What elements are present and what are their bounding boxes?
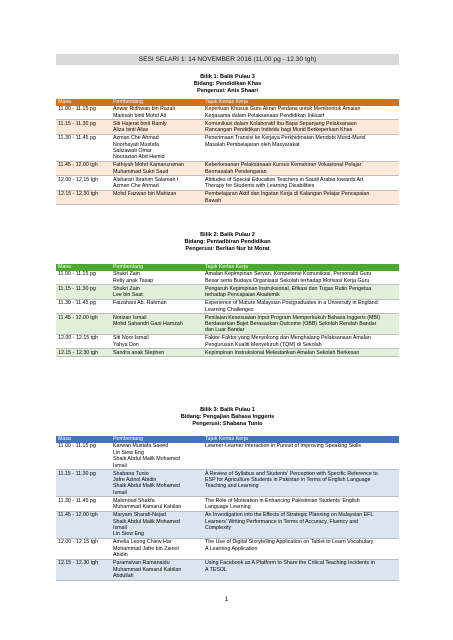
paper-title-line: ESP for Agriculture Students in Pakistan in Terms of English Language [205, 476, 371, 483]
paper-title-line: Experience of Mature Malaysian Postgraduates in a University in England: [205, 300, 380, 307]
presenter-cell [111, 106, 203, 120]
schedule-table-1 [56, 99, 399, 205]
presenter-name: Abdullah [113, 572, 134, 579]
presenter-cell [111, 176, 203, 190]
paper-title-line: Keperluan Khusus Guru Aliran Perdana untuk Membentuk Amalan [205, 106, 361, 113]
paper-title-cell [203, 511, 399, 538]
presenter-cell [111, 497, 203, 511]
presenter-name: Muhammad Sukri Saud [113, 168, 169, 175]
chair-name: Pengerusi: Berlian Nur bt Morat [185, 246, 270, 252]
paper-title-cell [203, 190, 399, 204]
presenter-name: Lin Siew Eng [113, 449, 144, 456]
paper-title-cell [203, 559, 399, 580]
time-cell: 11.45 - 12.00 tgh [56, 162, 111, 176]
paper-title-line: Teaching and Learning [205, 483, 259, 490]
presenter-name: Sandra anak Stephen [113, 349, 165, 356]
paper-title-line: Pengurusan Kualiti Menyeluruh (TQM) di Sekolah [205, 341, 322, 348]
presenter-name: Abidin [113, 552, 128, 559]
time-cell: 11.30 - 11.45 pg [56, 134, 111, 161]
time-cell: 12.15 - 12.30 tgh [56, 190, 111, 204]
room-name: Bilik 2: Balik Pulau 2 [200, 232, 255, 238]
time-cell: 12.15 - 12.30 tgh [56, 559, 111, 580]
paper-title-cell [203, 335, 399, 349]
paper-title-line: Berdasarkan Bajet Berasaskan Outcome (OBB) Sekolah Rendah Bandar [205, 320, 377, 327]
table-row [56, 162, 399, 176]
presenter-name: Noorazian Abd Hamid [113, 154, 165, 161]
paper-title-cell [203, 134, 399, 161]
table-row [56, 335, 399, 349]
table-row [56, 497, 399, 511]
paper-title-line: Komunikasi dalam Kolaboratif Ibu Bapa Sepanjang Pelaksanaan [205, 120, 357, 127]
paper-title-line: Learner-Learner Interaction in Pursuit of Improving Speaking Skills [205, 443, 362, 450]
table-row [56, 285, 399, 299]
presenter-name: Salizawati Omar [113, 147, 152, 154]
chair-name: Pengerusi: Shabana Tunio [192, 421, 263, 427]
schedule-table-2 [56, 264, 399, 357]
presenter-name: Paramsivan Ramanaidu [113, 560, 170, 567]
table-row [56, 511, 399, 538]
column-header-presenter: Pembentang [111, 264, 203, 271]
paper-title-line: terhadap Pencapaian Akademik [205, 292, 280, 299]
presenter-cell [111, 539, 203, 560]
time-cell: 11.15 - 11.30 pg [56, 285, 111, 299]
presenter-name: Reliy anak Tasap [113, 277, 154, 284]
paper-title-line: Complexity [205, 524, 232, 531]
paper-title-line: A TESOL [205, 566, 227, 573]
paper-title-line: An Investigation into the Effects of Strategic Planning on Malaysian EFL [205, 512, 374, 519]
time-cell: 11.45 - 12.00 tgh [56, 314, 111, 335]
paper-title-line: Learning Challenges [205, 306, 254, 313]
presenter-name: Muhammad Kamarul Kabilan [113, 566, 182, 573]
table-row [56, 271, 399, 285]
presenter-name: Yahya Don [113, 341, 139, 348]
paper-title-cell [203, 120, 399, 134]
presenter-name: Shaik Abdul Malik Mohamed [113, 518, 180, 525]
table-row [56, 120, 399, 134]
paper-title-line: Pembelajaran Aktif dan Ingatan Kerja di Kalangan Pelajar Pencapaian [205, 191, 370, 198]
presenter-cell [111, 349, 203, 357]
presenter-name: Mahmoud Shakfa [113, 497, 155, 504]
presenter-name: Siti Hajerat binti Ramly [113, 120, 167, 127]
presenter-name: Norizan Ismail [113, 314, 147, 321]
schedule-table-3 [56, 436, 399, 581]
presenter-name: Azman Che Ahmad [113, 135, 159, 142]
table-row [56, 314, 399, 335]
paper-title-line: Pengaruh Kepimpinan Instruksional, Efikasi dan Tugas Rutin Pengetua [205, 285, 372, 292]
paper-title-line: Kepimpinan Instruksional Melestarikan Amalan Sekolah Berkesan [205, 349, 360, 356]
presenter-name: Shaik Abdul Malik Mohamed [113, 456, 180, 463]
time-cell: 12.15 - 12.30 tgh [56, 349, 111, 357]
column-header-time: Masa [56, 99, 111, 106]
section-2-heading [56, 232, 399, 253]
room-name: Bilik 1: Balik Pulau 3 [200, 74, 255, 80]
presenter-cell [111, 470, 203, 497]
table-row [56, 106, 399, 120]
time-cell: 11.30 - 11.45 pg [56, 299, 111, 313]
section-1-heading [56, 74, 399, 95]
time-cell: 11.15 - 11.30 pg [56, 120, 111, 134]
time-cell: 11.45 - 12.00 tgh [56, 511, 111, 538]
time-cell: 11.00 - 11.15 pg [56, 443, 111, 470]
page-number: 1 [224, 596, 229, 603]
paper-title-line: Masalah Pembelajaran oleh Masyarakat [205, 141, 300, 148]
column-header-title: Tajuk Kertas Kerja [203, 436, 399, 443]
column-header-presenter: Pembentang [111, 99, 203, 106]
field-name: Bidang: Pentadbiran Pendidikan [184, 239, 271, 245]
presenter-cell [111, 190, 203, 204]
table-row [56, 539, 399, 560]
presenter-name: Mohammad Jafre bin Zainol [113, 545, 179, 552]
paper-title-cell [203, 443, 399, 470]
presenter-cell [111, 314, 203, 335]
paper-title-cell [203, 314, 399, 335]
presenter-name: Lin Siew Eng [113, 531, 144, 538]
paper-title-line: The Use of Digital Storytelling Application on Tablet to Learn Vocabulary: [205, 539, 375, 546]
paper-title-cell [203, 497, 399, 511]
paper-title-line: Amalan Kepimpinan Servan, Kompetensi Komunikasi, Personaliti Guru [205, 271, 372, 278]
presenter-cell [111, 559, 203, 580]
presenter-cell [111, 271, 203, 285]
presenter-name: Ismail [113, 524, 127, 531]
paper-title-line: Rancangan Pendidikan Individu bagi Murid Berkeperluan Khas [205, 127, 353, 134]
time-cell: 12.00 - 12.15 tgh [56, 539, 111, 560]
presenter-cell [111, 443, 203, 470]
paper-title-cell [203, 271, 399, 285]
presenter-name: Anwar Ridhwan bin Razali [113, 106, 175, 113]
paper-title-cell [203, 539, 399, 560]
presenter-name: Maryam Sharafi-Nejad [113, 512, 166, 519]
paper-title-line: Attitudes of Special Education Teachers in Saudi Arabia towards Art [205, 176, 364, 183]
presenter-name: Shukri Zain [113, 285, 140, 292]
presenter-name: Muhammad Kamarul Kabilan [113, 504, 182, 511]
presenter-cell [111, 120, 203, 134]
presenter-name: Karwan Mustafa Saeed [113, 443, 169, 450]
presenter-name: Jafre Azinol Abidin [113, 476, 157, 483]
table-row [56, 299, 399, 313]
paper-title-line: Using Facebook as A Platform to Share the Critical Teaching Incidents in [205, 560, 375, 567]
time-cell: 11.00 - 11.15 pg [56, 106, 111, 120]
room-name: Bilik 3: Balik Pulau 1 [200, 407, 255, 413]
table-row [56, 190, 399, 204]
paper-title-line: Faktor-Faktor yang Menyokong dan Menghalang Pelaksanaan Amalan [205, 335, 371, 342]
paper-title-line: Kerjasama dalam Pelaksanaan Pendidikan Inklusif [205, 112, 324, 119]
paper-title-line: Bawah [205, 197, 222, 204]
presenter-name: Lee bin Saat [113, 292, 143, 299]
time-cell: 11.15 - 11.30 pg [56, 470, 111, 497]
presenter-name: Siti Noor Ismail [113, 335, 149, 342]
table-row [56, 470, 399, 497]
presenter-name: Fathiyah Mohd Kamaruzaman [113, 162, 184, 169]
presenter-name: Alsharari Ibrahim Salamah I [113, 176, 179, 183]
presenter-name: Manisah binti Mohd Ali [113, 112, 166, 119]
presenter-name: Aliza binti Alias [113, 127, 149, 134]
paper-title-line: Penilaian Kesesuaian Input Program Memperkukuh Bahasa Inggeris (MBI) [205, 314, 381, 321]
paper-title-line: Besar serta Budaya Organisasi Sekolah terhadap Motivasi Kerja Guru [205, 277, 370, 284]
paper-title-line: Therapy for Students with Learning Disabilities [205, 183, 315, 190]
presenter-name: Faizahani Ab. Rahman [113, 300, 167, 307]
session-banner: SESI SELARI 1: 14 NOVEMBER 2016 (11.00 pg - 12.30 tgh) [56, 54, 399, 65]
paper-title-cell [203, 470, 399, 497]
table-row [56, 176, 399, 190]
field-name: Bidang: Pengajian Bahasa Inggeris [180, 414, 275, 420]
presenter-name: Ismail [113, 462, 127, 469]
table-row [56, 559, 399, 580]
time-cell: 12.00 - 12.15 tgh [56, 176, 111, 190]
column-header-time: Masa [56, 436, 111, 443]
presenter-cell [111, 511, 203, 538]
paper-title-cell [203, 349, 399, 357]
time-cell: 11.00 - 11.15 pg [56, 271, 111, 285]
presenter-name: Noorhayati Mustafa [113, 141, 159, 148]
chair-name: Pengerusi: Anis Shaari [196, 88, 259, 94]
presenter-name: Ismail [113, 489, 127, 496]
presenter-name: Shukri Zain [113, 271, 140, 278]
paper-title-line: A Review of Syllabus and Students' Perception with Specific Reference to [205, 470, 378, 477]
paper-title-line: Bermasalah Pendengaran [205, 168, 267, 175]
table-row [56, 134, 399, 161]
column-header-presenter: Pembentang [111, 436, 203, 443]
column-header-time: Masa [56, 264, 111, 271]
presenter-name: Mohd Fazwan bin Mahizan [113, 191, 177, 198]
paper-title-line: Penerimaan Transisi ke Kerjaya Perkhidmatan Mendobi Murid-Murid [205, 135, 366, 142]
column-header-title: Tajuk Kertas Kerja [203, 99, 399, 106]
presenter-name: Azman Che Ahmad [113, 183, 159, 190]
presenter-name: Mohd Sahandri Gani Hamzah [113, 320, 183, 327]
table-row [56, 443, 399, 470]
paper-title-cell [203, 299, 399, 313]
presenter-cell [111, 299, 203, 313]
paper-title-line: The Role of Motivation in Enhancing Palestinian Students' English [205, 497, 360, 504]
field-name: Bidang: Pendidikan Khas [193, 81, 262, 87]
paper-title-line: A Learning Application [205, 545, 258, 552]
time-cell: 11.30 - 11.45 pg [56, 497, 111, 511]
paper-title-cell [203, 285, 399, 299]
paper-title-line: Keberkesanan Pelaksanaan Kursus Kemahiran Vokasional Pelajar [205, 162, 362, 169]
paper-title-cell [203, 106, 399, 120]
presenter-cell [111, 134, 203, 161]
presenter-name: Shabana Tunio [113, 470, 149, 477]
paper-title-cell [203, 162, 399, 176]
paper-title-line: dan Luar Bandar [205, 327, 245, 334]
presenter-name: Amelia Leong Chiew Har [113, 539, 172, 546]
presenter-cell [111, 285, 203, 299]
presenter-name: Shaik Abdul Malik Mohamed [113, 483, 180, 490]
presenter-cell [111, 162, 203, 176]
paper-title-line: Language Learning [205, 504, 251, 511]
paper-title-line: Learners' Writing Performance in Terms of Accuracy, Fluency and [205, 518, 359, 525]
section-3-heading [56, 407, 399, 428]
column-header-title: Tajuk Kertas Kerja [203, 264, 399, 271]
presenter-cell [111, 335, 203, 349]
paper-title-cell [203, 176, 399, 190]
table-row [56, 349, 399, 357]
time-cell: 12.00 - 12.15 tgh [56, 335, 111, 349]
